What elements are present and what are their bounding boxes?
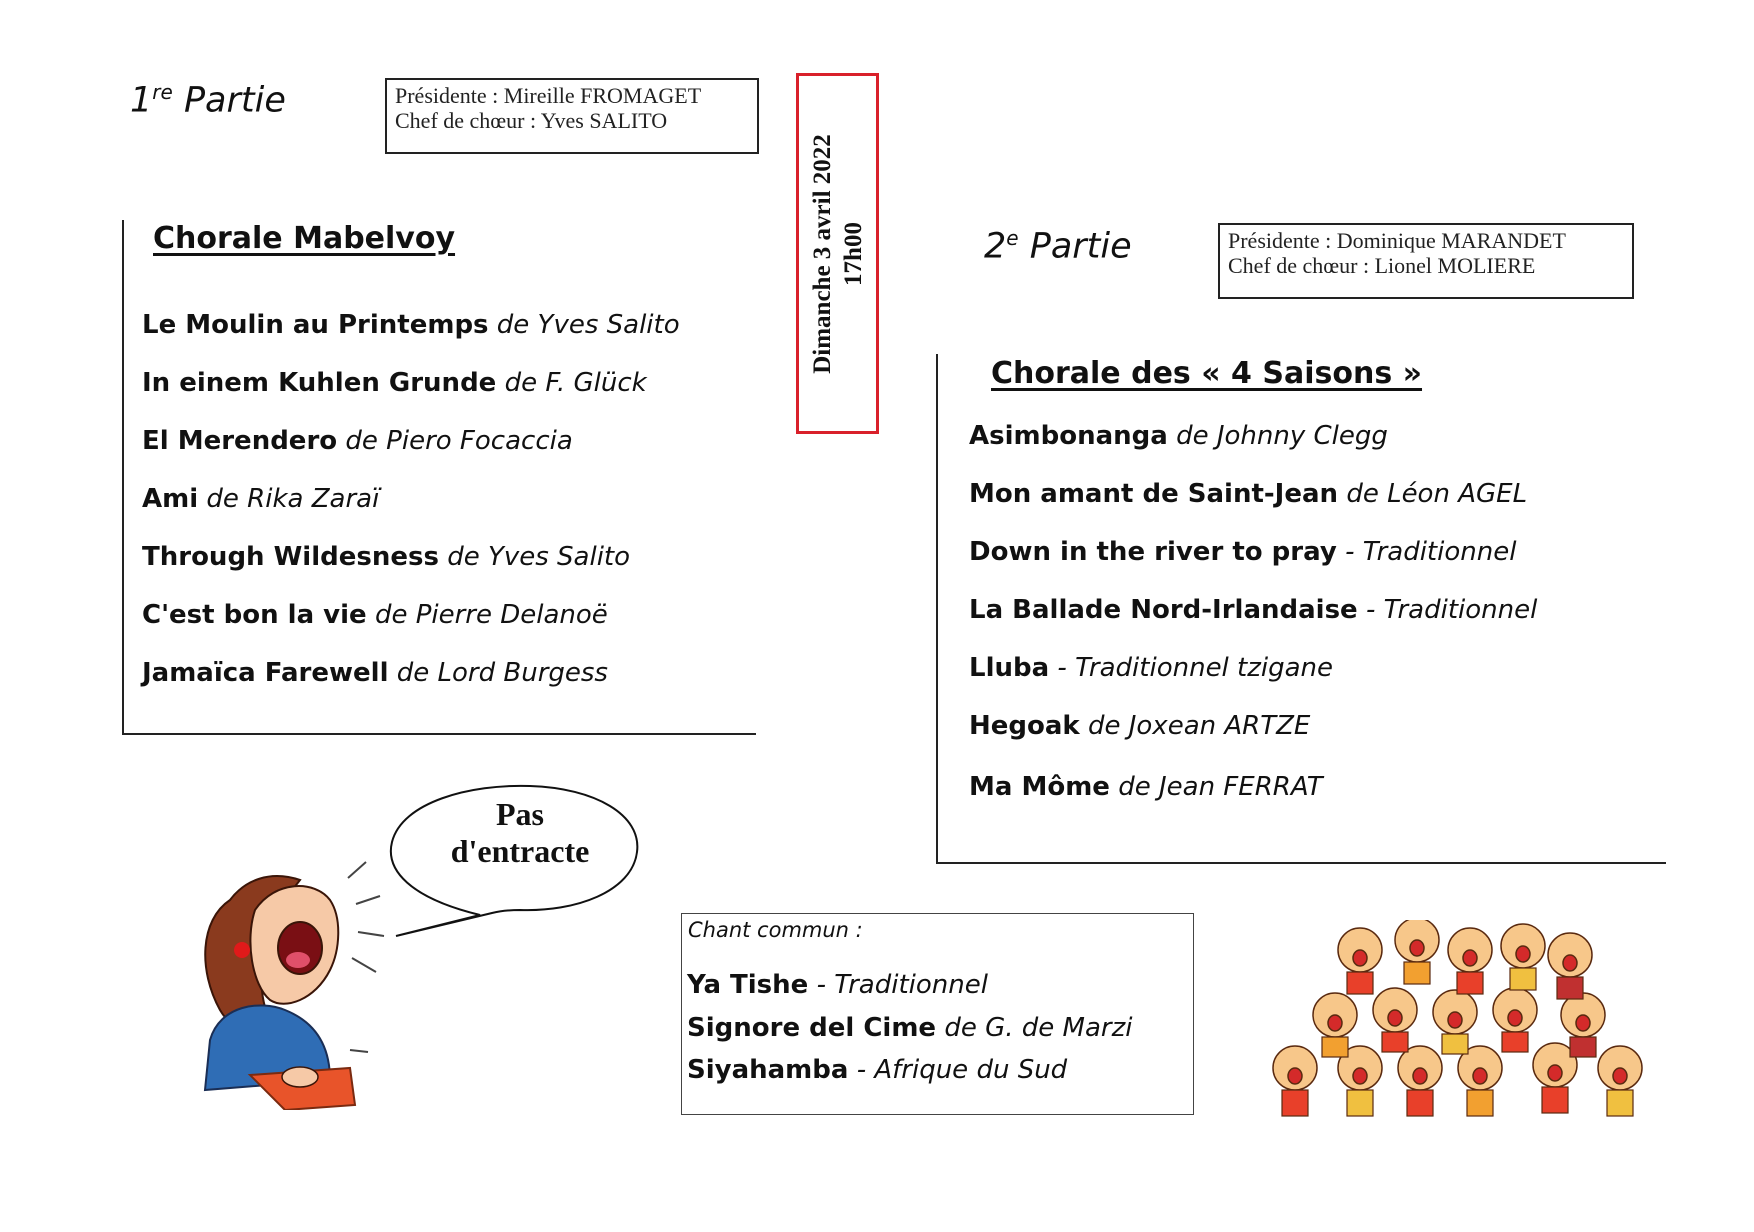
song-title: Mon amant de Saint-Jean	[969, 479, 1339, 509]
song-author: de Joxean ARTZE	[1087, 711, 1311, 741]
date-time: 17h00	[839, 221, 867, 286]
part1-info-box	[385, 78, 759, 154]
list-item	[142, 542, 630, 572]
part2-president: Présidente : Dominique MARANDET	[1228, 228, 1566, 253]
song-title: Lluba	[969, 653, 1050, 683]
part2-heading	[984, 226, 1132, 267]
children-choir-icon	[1265, 920, 1665, 1125]
song-title: Jamaïca Farewell	[142, 658, 389, 688]
part1-sup: re	[152, 80, 173, 104]
part2-sup: e	[1006, 226, 1019, 250]
list-item	[969, 653, 1333, 683]
list-item	[687, 1055, 1067, 1085]
song-title: Ma Môme	[969, 772, 1110, 802]
list-item	[687, 1013, 1132, 1043]
song-title: In einem Kuhlen Grunde	[142, 368, 497, 398]
singing-woman-icon	[190, 840, 390, 1110]
song-author: de Rika Zaraï	[206, 484, 380, 514]
bubble-text	[410, 796, 630, 870]
song-title: Ami	[142, 484, 199, 514]
song-title: C'est bon la vie	[142, 600, 367, 630]
part1-heading	[130, 80, 286, 121]
part2-label: Partie	[1029, 226, 1132, 267]
chant-heading: Chant commun :	[688, 918, 863, 942]
list-item	[687, 970, 988, 1000]
part1-label: Partie	[183, 80, 286, 121]
date-box	[796, 73, 879, 434]
song-author: - Afrique du Sud	[856, 1055, 1068, 1085]
song-title: Through Wildesness	[142, 542, 439, 572]
part2-choir-title: Chorale des « 4 Saisons »	[991, 356, 1423, 391]
list-item	[142, 484, 379, 514]
list-item	[969, 421, 1388, 451]
song-title: Asimbonanga	[969, 421, 1168, 451]
list-item	[969, 711, 1310, 741]
bubble-line1: Pas	[496, 796, 544, 832]
song-title: Le Moulin au Printemps	[142, 310, 489, 340]
list-item	[969, 537, 1516, 567]
part1-choir-title: Chorale Mabelvoy	[153, 221, 456, 256]
list-item	[142, 426, 573, 456]
date-text	[807, 134, 869, 374]
song-title: Ya Tishe	[687, 970, 809, 1000]
song-author: de Piero Focaccia	[345, 426, 573, 456]
song-author: de G. de Marzi	[944, 1013, 1133, 1043]
song-author: de Yves Salito	[447, 542, 631, 572]
song-title: Down in the river to pray	[969, 537, 1337, 567]
list-item	[142, 368, 647, 398]
song-author: de F. Glück	[504, 368, 647, 398]
song-author: de Yves Salito	[496, 310, 680, 340]
song-author: de Johnny Clegg	[1176, 421, 1388, 451]
part1-president: Présidente : Mireille FROMAGET	[395, 83, 702, 108]
song-author: - Traditionnel	[1345, 537, 1517, 567]
list-item	[142, 310, 680, 340]
list-item	[969, 772, 1323, 802]
part2-conductor: Chef de chœur : Lionel MOLIERE	[1228, 253, 1536, 278]
song-title: El Merendero	[142, 426, 338, 456]
list-item	[142, 658, 608, 688]
chant-commun-box	[681, 913, 1194, 1115]
date-day: Dimanche 3 avril 2022	[808, 133, 836, 374]
song-author: de Lord Burgess	[396, 658, 608, 688]
part1-number: 1	[130, 80, 153, 121]
song-author: de Jean FERRAT	[1118, 772, 1323, 802]
part1-conductor: Chef de chœur : Yves SALITO	[395, 108, 668, 133]
list-item	[142, 600, 608, 630]
song-author: - Traditionnel	[816, 970, 988, 1000]
bubble-line2: d'entracte	[450, 833, 590, 869]
list-item	[969, 595, 1537, 625]
song-title: Siyahamba	[687, 1055, 849, 1085]
song-title: Hegoak	[969, 711, 1080, 741]
list-item	[969, 479, 1527, 509]
song-title: La Ballade Nord-Irlandaise	[969, 595, 1358, 625]
song-title: Signore del Cime	[687, 1013, 937, 1043]
song-author: de Léon AGEL	[1346, 479, 1528, 509]
part2-number: 2	[984, 226, 1007, 267]
song-author: de Pierre Delanoë	[374, 600, 608, 630]
part2-info-box	[1218, 223, 1634, 299]
song-author: - Traditionnel	[1365, 595, 1538, 625]
song-author: - Traditionnel tzigane	[1057, 653, 1334, 683]
